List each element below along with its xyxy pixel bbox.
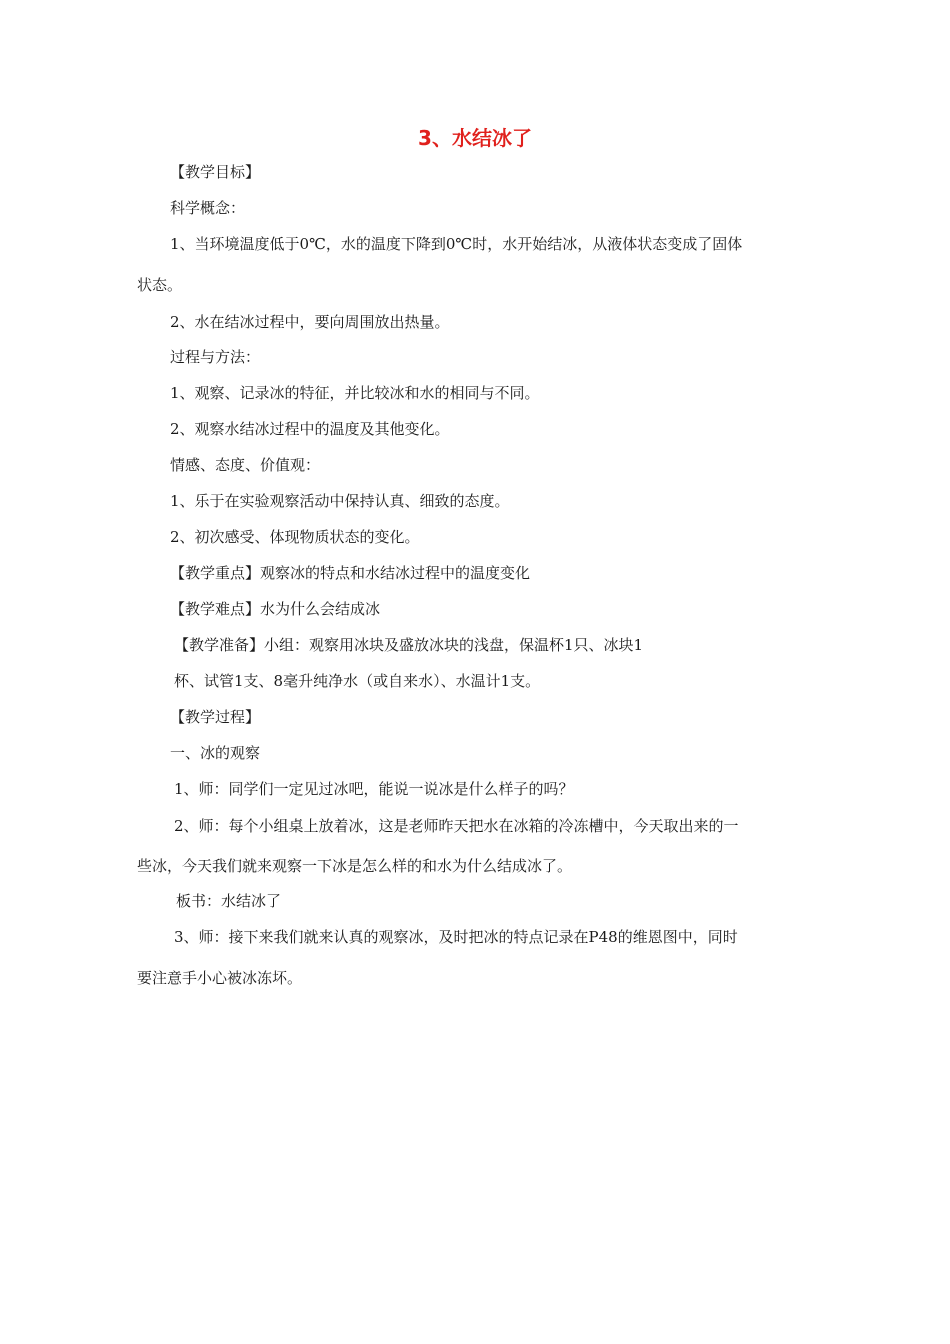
paragraph-line: 1、乐于在实验观察活动中保持认真、细致的态度。 [170, 492, 510, 510]
paragraph-line: 2、初次感受、体现物质状态的变化。 [170, 528, 420, 546]
section-heading-process: 【教学过程】 [170, 708, 261, 726]
section-heading-preparation: 【教学准备】小组：观察用冰块及盛放冰块的浅盘，保温杯1只、冰块1 [174, 636, 644, 654]
page-title: 3、水结冰了 [418, 126, 532, 150]
paragraph-line: 1、观察、记录冰的特征，并比较冰和水的相同与不同。 [170, 384, 540, 402]
paragraph-line: 2、观察水结冰过程中的温度及其他变化。 [170, 420, 450, 438]
subheading-science-concepts: 科学概念： [170, 199, 246, 217]
section-heading-difficulties: 【教学难点】水为什么会结成冰 [170, 600, 381, 618]
subheading-attitudes-values: 情感、态度、价值观： [170, 456, 321, 474]
subheading-process-methods: 过程与方法： [170, 348, 261, 366]
paragraph-line: 要注意手小心被冰冻坏。 [137, 969, 303, 987]
paragraph-line: 1、当环境温度低于0℃，水的温度下降到0℃时，水开始结冰，从液体状态变成了固体 [170, 235, 743, 253]
paragraph-line: 状态。 [137, 276, 183, 294]
subheading-ice-observation: 一、冰的观察 [170, 744, 261, 762]
paragraph-line: 杯、试管1支、8毫升纯净水（或自来水）、水温计1支。 [174, 672, 541, 690]
paragraph-line: 2、师：每个小组桌上放着冰，这是老师昨天把水在冰箱的冷冻槽中，今天取出来的一 [174, 817, 739, 835]
paragraph-line: 3、师：接下来我们就来认真的观察冰，及时把冰的特点记录在P48的维恩图中，同时 [174, 928, 738, 946]
paragraph-line: 1、师：同学们一定见过冰吧，能说一说冰是什么样子的吗？ [174, 780, 574, 798]
blackboard-note: 板书：水结冰了 [176, 892, 282, 910]
paragraph-line: 2、水在结冰过程中，要向周围放出热量。 [170, 313, 450, 331]
section-heading-key-points: 【教学重点】观察冰的特点和水结冰过程中的温度变化 [170, 564, 531, 582]
paragraph-line: 些冰，今天我们就来观察一下冰是怎么样的和水为什么结成冰了。 [137, 857, 573, 875]
section-heading-objectives: 【教学目标】 [170, 163, 261, 181]
